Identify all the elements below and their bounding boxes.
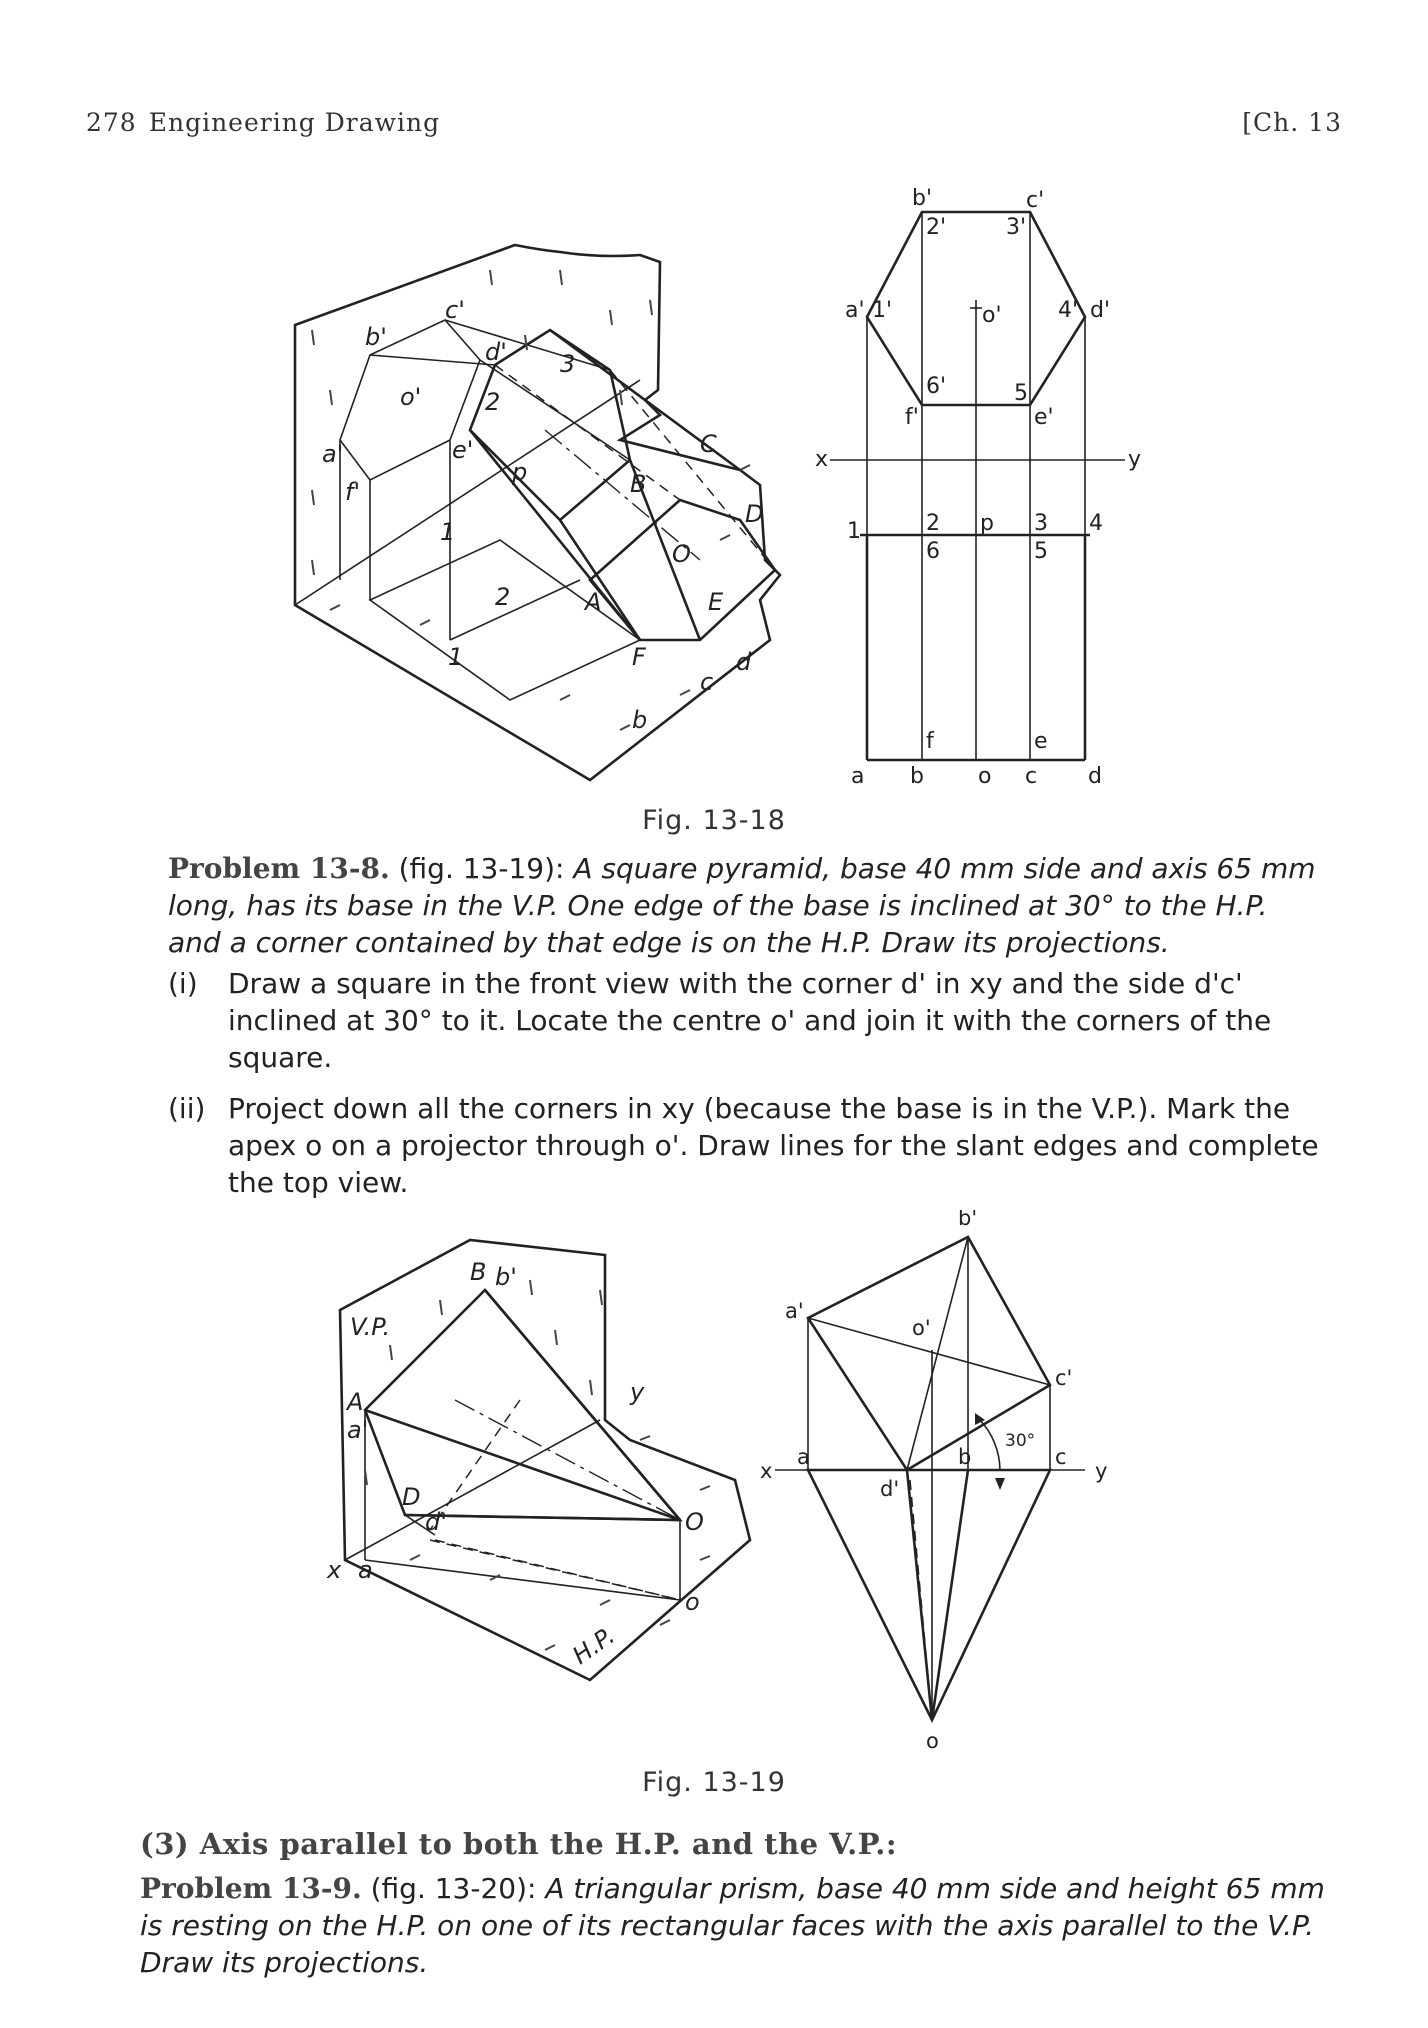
tv-edge-d xyxy=(907,1470,932,1720)
tv-label-5: 5 xyxy=(1034,539,1048,564)
pic-label-O: O xyxy=(672,540,691,568)
pic-label-c: c xyxy=(700,668,714,696)
pic-label-d: d xyxy=(736,648,752,676)
problem-13-8-statement: A square pyramid, base 40 mm side and axis 65 mm long, has its base in the V.P. One edge of the base is inclined at 30° to the H.P. and a corner contained by that edge is on the H.P. Draw its projections. xyxy=(168,852,1316,959)
step-text: Draw a square in the front view with the corner d' in xy and the side d'c' inclined at 30° to it. Locate the centre o' and join it with the corners of the square. xyxy=(228,967,1272,1074)
pic-label-B: B xyxy=(630,470,647,498)
proj-label-b: b xyxy=(958,1445,972,1469)
fig-13-18-pictorial xyxy=(295,245,780,780)
book-title: Engineering Drawing xyxy=(148,108,441,137)
pyramid-axis xyxy=(455,1400,680,1520)
pic-label-c1: c' xyxy=(445,296,465,324)
pic-label-a1: a' xyxy=(322,440,344,468)
pic-label-a: a xyxy=(358,1556,373,1584)
proj-label-c: c xyxy=(1055,1445,1067,1469)
proj-label-c1: c' xyxy=(1055,1366,1073,1390)
projection-label-group xyxy=(760,1210,1107,1753)
tv-label-1: 1 xyxy=(847,519,861,544)
problem-13-9-label: Problem 13-9. xyxy=(140,1872,362,1905)
tv-label-a: a xyxy=(851,764,865,789)
pic-label-B: B xyxy=(470,1258,487,1286)
proj-label-o: o xyxy=(926,1729,939,1753)
tv-label-6: 6 xyxy=(926,539,940,564)
tv-label-c: c xyxy=(1025,764,1038,789)
problem-13-9 xyxy=(140,1870,1330,1981)
fv-label-a: a' xyxy=(845,298,865,323)
pictorial-label-group xyxy=(322,296,763,734)
pic-label-F: F xyxy=(632,643,646,671)
tv-label-d: d xyxy=(1088,764,1102,789)
proj-label-angle: 30° xyxy=(1005,1431,1036,1451)
tv-label-3: 3 xyxy=(1034,511,1048,536)
pic-label-E: E xyxy=(708,588,724,616)
pic-label-d1: d' xyxy=(485,338,507,366)
pic-label-A: A xyxy=(347,1388,364,1416)
page-number: 278 xyxy=(86,108,137,137)
prism-edge-bottom xyxy=(560,520,640,640)
fig-13-18-orthographic xyxy=(815,186,1141,789)
fig-13-19-pictorial xyxy=(326,1240,750,1680)
pic-label-b1: b' xyxy=(365,323,387,351)
header-left xyxy=(86,108,440,137)
pic-label-f1: f' xyxy=(345,478,361,506)
pictorial-label-group xyxy=(326,1258,704,1670)
fv-label-d: d' xyxy=(1090,298,1111,323)
running-header xyxy=(86,108,1342,142)
figure-13-18-caption: Fig. 13-18 xyxy=(642,805,786,836)
pic-label-d1: d' xyxy=(425,1508,447,1536)
tv-label-b: b xyxy=(910,764,924,789)
pic-label-o1: o' xyxy=(400,383,422,411)
chapter-marker: [Ch. 13 xyxy=(1242,108,1342,137)
tv-label-e: e xyxy=(1034,729,1048,754)
projector-4 xyxy=(480,360,630,460)
fv-label-6: 6' xyxy=(926,374,947,399)
figure-13-19 xyxy=(0,1210,1428,1770)
pic-label-O: O xyxy=(685,1508,704,1536)
fig-13-19-orthographic xyxy=(760,1210,1107,1753)
step-number: (ii) xyxy=(168,1092,206,1125)
pic-label-a1: a' xyxy=(347,1416,369,1444)
tv-label-f: f xyxy=(926,729,934,754)
arrowhead-lower xyxy=(995,1478,1005,1490)
pic-label-D: D xyxy=(745,500,764,528)
figure-13-18 xyxy=(0,170,1428,810)
vp-hp-edge xyxy=(345,1420,600,1560)
hp-line-3 xyxy=(435,1540,680,1600)
pic-label-C: C xyxy=(700,430,717,458)
angle-arc-30 xyxy=(980,1420,1000,1470)
fv-label-4: 4' xyxy=(1058,298,1079,323)
pic-label-A: A xyxy=(585,588,602,616)
fv-label-1: 1' xyxy=(872,298,893,323)
pic-label-b1: b' xyxy=(495,1263,517,1291)
fv-label-e: e' xyxy=(1034,405,1054,430)
diagonal-bd xyxy=(907,1237,968,1470)
proj-label-b1: b' xyxy=(958,1210,978,1230)
tv-label-o: o xyxy=(978,764,992,789)
pic-label-y: y xyxy=(630,1378,645,1406)
problem-13-8-label: Problem 13-8. xyxy=(168,852,390,885)
problem-13-9-statement: A triangular prism, base 40 mm side and height 65 mm is resting on the H.P. on one of its rectangular faces with the axis parallel to the V.P. Draw its projections. xyxy=(140,1872,1325,1979)
tv-label-2: 2 xyxy=(926,511,940,536)
pic-label-b: b xyxy=(632,706,648,734)
figure-13-19-caption: Fig. 13-19 xyxy=(642,1767,786,1798)
tv-label-group xyxy=(847,511,1103,789)
pic-label-3: 3 xyxy=(560,350,576,378)
proj-label-o1: o' xyxy=(912,1316,931,1340)
step-number: (i) xyxy=(168,967,198,1000)
pic-label-p: p xyxy=(512,458,528,486)
tv-label-p: p xyxy=(980,511,994,536)
pic-label-D: D xyxy=(402,1483,421,1511)
problem-13-8-ref: (fig. 13-19): xyxy=(389,852,574,885)
tv-label-4: 4 xyxy=(1089,511,1103,536)
fv-label-2: 2' xyxy=(926,215,947,240)
fv-label-3: 3' xyxy=(1006,215,1027,240)
pic-label-o: o xyxy=(685,1588,700,1616)
pic-label-2: 2 xyxy=(485,388,501,416)
fv-label-f: f' xyxy=(905,405,919,430)
proj-label-y: y xyxy=(1095,1459,1108,1483)
pic-label-e1: e' xyxy=(452,436,474,464)
hp-rectangle xyxy=(370,540,640,700)
pic-label-vp: V.P. xyxy=(350,1313,391,1341)
proj-label-a1: a' xyxy=(785,1299,804,1323)
fv-label-o: o' xyxy=(982,303,1002,328)
fv-label-b: b' xyxy=(912,186,933,211)
pic-label-1a: 1 xyxy=(440,518,456,546)
problem-13-9-ref: (fig. 13-20): xyxy=(361,1872,546,1905)
xy-label-y: y xyxy=(1128,447,1142,472)
xy-label-x: x xyxy=(815,447,829,472)
pic-label-1b: 1 xyxy=(448,643,464,671)
fv-label-c: c' xyxy=(1026,188,1045,213)
pic-label-2b: 2 xyxy=(495,583,511,611)
step-text: Project down all the corners in xy (because the base is in the V.P.). Mark the apex o on a projector through o'. Draw lines for the slant edges and complete the top view. xyxy=(228,1092,1319,1199)
pic-label-hp: H.P. xyxy=(567,1621,620,1670)
hp-line xyxy=(450,580,580,640)
problem-13-8 xyxy=(168,850,1328,961)
fv-label-5: 5 xyxy=(1014,381,1028,406)
section-heading: (3) Axis parallel to both the H.P. and the V.P.: xyxy=(140,1827,898,1861)
proj-label-a: a xyxy=(797,1445,810,1469)
proj-label-x: x xyxy=(760,1459,773,1483)
pic-label-x: x xyxy=(327,1556,342,1584)
proj-label-d1: d' xyxy=(880,1477,900,1501)
